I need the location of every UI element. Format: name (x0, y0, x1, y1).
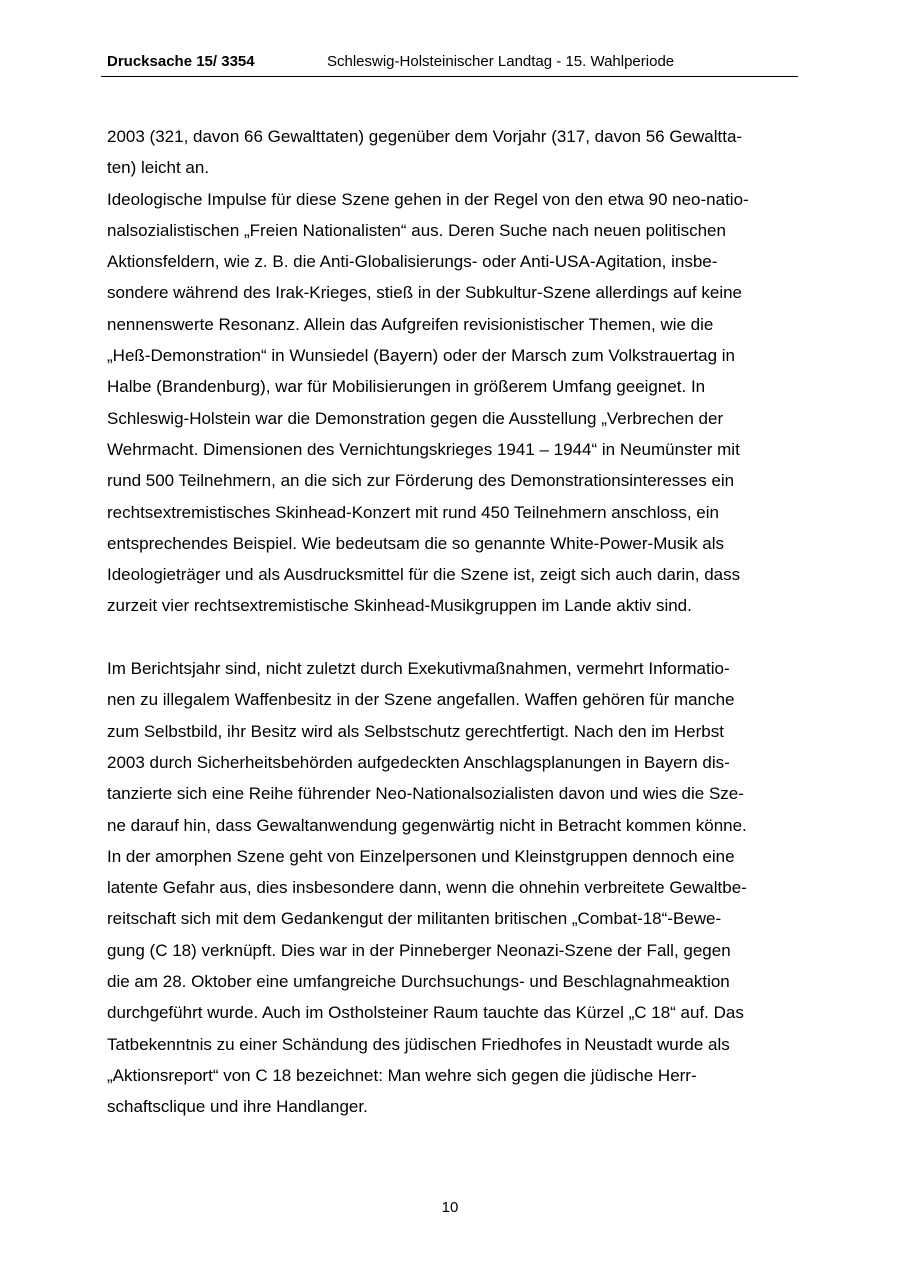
paragraph-1 (107, 121, 807, 622)
page-number: 10 (441, 1199, 459, 1216)
text-line: zum Selbstbild, ihr Besitz wird als Selbstschutz gerechtfertigt. Nach den im Herbst (107, 721, 724, 741)
text-line: nennenswerte Resonanz. Allein das Aufgreifen revisionistischer Themen, wie die (107, 314, 714, 334)
text-line: sondere während des Irak-Krieges, stieß in der Subkultur-Szene allerdings auf keine (107, 283, 743, 303)
text-line: zurzeit vier rechtsextremistische Skinhead-Musikgruppen im Lande aktiv sind. (107, 596, 692, 616)
paragraph-2 (107, 653, 807, 1122)
text-line: nen zu illegalem Waffenbesitz in der Szene angefallen. Waffen gehören für manche (107, 690, 735, 710)
text-line: nalsozialistischen „Freien Nationalisten“ aus. Deren Suche nach neuen politischen (107, 220, 726, 240)
text-line: 2003 durch Sicherheitsbehörden aufgedeckten Anschlagsplanungen in Bayern dis- (107, 752, 730, 772)
text-line: „Aktionsreport“ von C 18 bezeichnet: Man wehre sich gegen die jüdische Herr- (107, 1065, 697, 1085)
text-line: durchgeführt wurde. Auch im Ostholsteiner Raum tauchte das Kürzel „C 18“ auf. Das (107, 1003, 744, 1023)
text-line: 2003 (321, davon 66 Gewalttaten) gegenüber dem Vorjahr (317, davon 56 Gewaltta- (107, 127, 743, 146)
text-line: gung (C 18) verknüpft. Dies war in der Pinneberger Neonazi-Szene der Fall, gegen (107, 940, 731, 960)
text-line: Halbe (Brandenburg), war für Mobilisierungen in größerem Umfang geeignet. In (107, 377, 706, 397)
text-line: ten) leicht an. (107, 158, 210, 178)
page-header (101, 52, 798, 77)
text-line: Tatbekenntnis zu einer Schändung des jüdischen Friedhofes in Neustadt wurde als (107, 1034, 730, 1054)
text-line: rechtsextremistisches Skinhead-Konzert mit rund 450 Teilnehmern anschloss, ein (107, 502, 719, 522)
text-line: reitschaft sich mit dem Gedankengut der militanten britischen „Combat-18“-Bewe- (107, 909, 722, 929)
text-line: schaftsclique und ihre Handlanger. (107, 1097, 368, 1117)
text-line: „Heß-Demonstration“ in Wunsiedel (Bayern) oder der Marsch zum Volkstrauertag in (107, 346, 735, 366)
text-line: die am 28. Oktober eine umfangreiche Durchsuchungs- und Beschlagnahmeaktion (107, 972, 730, 992)
text-line: Ideologische Impulse für diese Szene gehen in der Regel von den etwa 90 neo-natio- (107, 189, 749, 209)
text-line: Schleswig-Holstein war die Demonstration gegen die Ausstellung „Verbrechen der (107, 408, 724, 428)
text-line: ne darauf hin, dass Gewaltanwendung gegenwärtig nicht in Betracht kommen könne. (107, 815, 747, 835)
text-line: Im Berichtsjahr sind, nicht zuletzt durch Exekutivmaßnahmen, vermehrt Informatio- (107, 659, 730, 679)
text-line: Aktionsfeldern, wie z. B. die Anti-Globalisierungs- oder Anti-USA-Agitation, insbe- (107, 252, 718, 272)
text-line: tanzierte sich eine Reihe führender Neo-Nationalsozialisten davon und wies die Sze- (107, 784, 744, 804)
text-line: entsprechendes Beispiel. Wie bedeutsam die so genannte White-Power-Musik als (107, 533, 725, 553)
parliament-title: Schleswig-Holsteinischer Landtag - 15. Wahlperiode (327, 53, 675, 70)
body-text (107, 121, 807, 1123)
text-line: latente Gefahr aus, dies insbesondere dann, wenn die ohnehin verbreitete Gewaltbe- (107, 878, 747, 898)
text-line: rund 500 Teilnehmern, an die sich zur Förderung des Demonstrationsinteresses ein (107, 471, 735, 491)
text-line: Ideologieträger und als Ausdrucksmittel für die Szene ist, zeigt sich auch darin, dass (107, 565, 741, 585)
paragraph-spacer (107, 622, 807, 653)
document-number: Drucksache 15/ 3354 (107, 53, 255, 70)
text-line: In der amorphen Szene geht von Einzelpersonen und Kleinstgruppen dennoch eine (107, 846, 735, 866)
text-line: Wehrmacht. Dimensionen des Vernichtungskrieges 1941 – 1944“ in Neumünster mit (107, 439, 740, 459)
